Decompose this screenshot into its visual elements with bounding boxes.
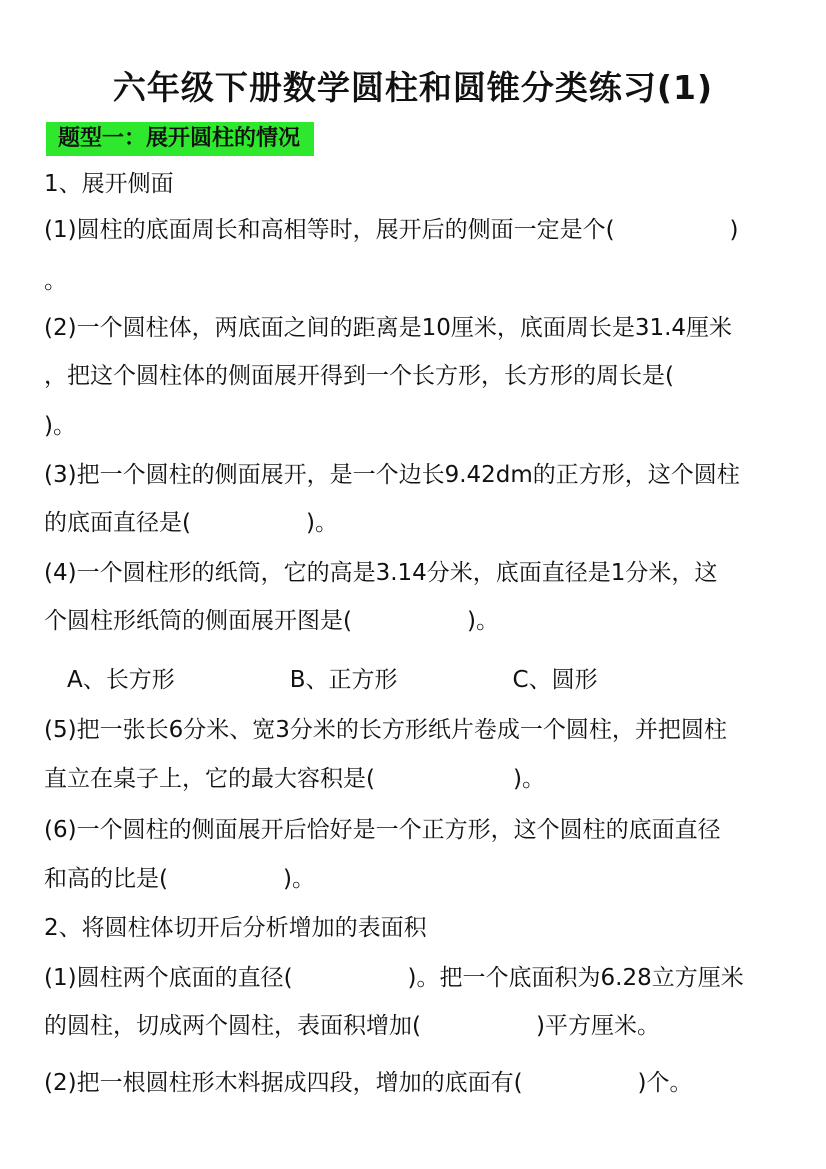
question-1-2-end: )。 — [44, 413, 76, 439]
page-title: 六年级下册数学圆柱和圆锥分类练习(1) — [112, 68, 714, 107]
question-1-6-cont: 和高的比是( )。 — [44, 866, 315, 892]
question-2-2: (2)把一根圆柱形木料据成四段，增加的底面有( )个。 — [44, 1070, 693, 1096]
question-2-1: (1)圆柱两个底面的直径( )。把一个底面积为6.28立方厘米 — [44, 965, 744, 991]
question-1-5: (5)把一张长6分米、宽3分米的长方形纸片卷成一个圆柱，并把圆柱 — [44, 717, 727, 743]
question-1-6: (6)一个圆柱的侧面展开后恰好是一个正方形，这个圆柱的底面直径 — [44, 817, 721, 843]
question-1-4: (4)一个圆柱形的纸筒，它的高是3.14分米，底面直径是1分米，这 — [44, 560, 718, 586]
question-1-2: (2)一个圆柱体，两底面之间的距离是10厘米，底面周长是31.4厘米 — [44, 315, 733, 341]
question-1-3: (3)把一个圆柱的侧面展开，是一个边长9.42dm的正方形，这个圆柱 — [44, 462, 740, 488]
subsection-heading-2: 2、将圆柱体切开后分析增加的表面积 — [44, 915, 427, 941]
question-1-5-cont: 直立在桌子上，它的最大容积是( )。 — [44, 766, 545, 792]
question-1-4-options: A、长方形 B、正方形 C、圆形 — [44, 667, 598, 693]
question-1-4-cont: 个圆柱形纸筒的侧面展开图是( )。 — [44, 608, 499, 634]
question-1-1: (1)圆柱的底面周长和高相等时，展开后的侧面一定是个( ) — [44, 217, 739, 243]
question-1-2-cont: ，把这个圆柱体的侧面展开得到一个长方形，长方形的周长是( — [44, 363, 674, 389]
question-1-3-cont: 的底面直径是( )。 — [44, 510, 338, 536]
question-1-1-end: 。 — [44, 268, 67, 294]
subsection-heading-1: 1、展开侧面 — [44, 171, 174, 197]
question-2-1-cont: 的圆柱，切成两个圆柱，表面积增加( )平方厘米。 — [44, 1013, 660, 1039]
section-heading: 题型一：展开圆柱的情况 — [46, 122, 314, 156]
